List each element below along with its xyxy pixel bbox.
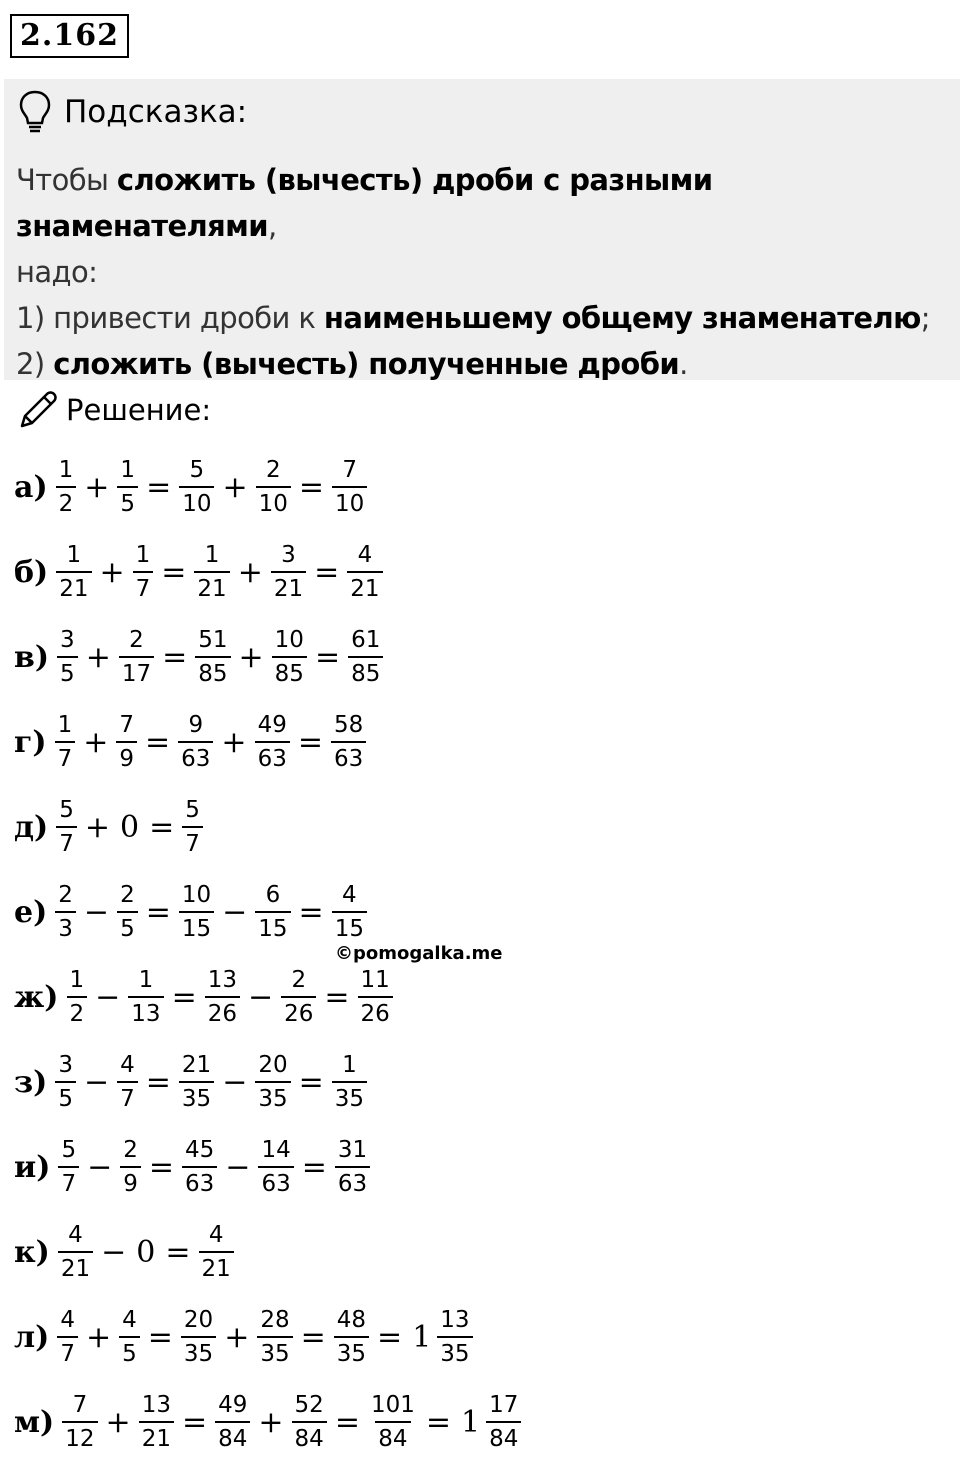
operator: = xyxy=(171,979,197,1015)
operator: = xyxy=(181,1404,208,1440)
numerator: 20 xyxy=(183,1307,214,1333)
operator: = xyxy=(314,554,340,590)
fraction xyxy=(368,1391,418,1453)
numerator: 28 xyxy=(260,1307,290,1333)
fraction xyxy=(58,1221,93,1283)
denominator: 35 xyxy=(332,1081,367,1113)
whole-number: 1 xyxy=(461,1404,481,1440)
fraction xyxy=(179,881,214,943)
hint-line3-b: наименьшему общему знаменателю xyxy=(323,301,921,335)
numerator: 1 xyxy=(135,542,151,568)
denominator: 35 xyxy=(255,1081,290,1113)
operator: + xyxy=(237,554,263,590)
fraction xyxy=(255,881,290,943)
numerator: 13 xyxy=(440,1307,470,1333)
fraction xyxy=(281,966,316,1028)
fraction xyxy=(56,456,77,518)
denominator: 5 xyxy=(117,486,138,518)
fraction xyxy=(56,796,77,858)
operator: + xyxy=(238,639,264,675)
operator: = xyxy=(146,469,172,505)
denominator: 5 xyxy=(57,656,78,688)
equation-row xyxy=(14,962,395,1032)
numerator: 4 xyxy=(120,1052,135,1078)
equation-label: м) xyxy=(14,1404,55,1440)
denominator: 84 xyxy=(292,1421,327,1453)
denominator: 7 xyxy=(58,1166,79,1198)
denominator: 7 xyxy=(133,571,154,603)
fraction xyxy=(215,1391,250,1453)
operator: = xyxy=(425,1404,451,1440)
numerator: 21 xyxy=(181,1052,212,1078)
denominator: 26 xyxy=(281,996,316,1028)
equation-label: в) xyxy=(14,639,50,675)
numerator: 1 xyxy=(57,712,73,738)
numerator: 1 xyxy=(69,967,85,993)
fraction xyxy=(332,456,367,518)
fraction xyxy=(255,1051,290,1113)
denominator: 63 xyxy=(258,1166,293,1198)
numerator: 3 xyxy=(60,627,75,653)
equation-row xyxy=(14,537,385,607)
denominator: 35 xyxy=(437,1336,472,1368)
fraction xyxy=(139,1391,174,1453)
numerator: 4 xyxy=(122,1307,137,1333)
numerator: 3 xyxy=(281,542,296,568)
operator: = xyxy=(149,809,175,845)
operator: − xyxy=(225,1149,251,1185)
hint-line1-b: сложить (вычесть) дроби с разными знаменателями xyxy=(16,163,713,243)
denominator: 2 xyxy=(67,996,88,1028)
pencil-icon xyxy=(16,388,60,432)
numerator: 2 xyxy=(291,967,307,993)
denominator: 17 xyxy=(119,656,154,688)
numerator: 5 xyxy=(61,1137,77,1163)
operator: − xyxy=(222,1064,248,1100)
watermark: ©pomogalka.me xyxy=(335,943,503,964)
numerator: 51 xyxy=(198,627,228,653)
numerator: 13 xyxy=(207,967,237,993)
hint-line1-a: Чтобы xyxy=(16,163,117,197)
numerator: 101 xyxy=(370,1392,415,1418)
equation-label: г) xyxy=(14,724,47,760)
fraction xyxy=(182,796,203,858)
denominator: 21 xyxy=(58,1251,93,1283)
hint-title: Подсказка: xyxy=(64,94,248,130)
equation-label: к) xyxy=(14,1234,50,1270)
numerator: 2 xyxy=(123,1137,138,1163)
denominator: 5 xyxy=(117,911,138,943)
numerator: 4 xyxy=(60,1307,75,1333)
denominator: 7 xyxy=(117,1081,138,1113)
operator: = xyxy=(314,639,341,675)
numerator: 14 xyxy=(261,1137,291,1163)
whole-number: 0 xyxy=(136,1234,156,1270)
numerator: 1 xyxy=(120,457,136,483)
fraction xyxy=(332,1051,367,1113)
fraction xyxy=(258,1136,293,1198)
numerator: 1 xyxy=(66,542,82,568)
operator: − xyxy=(87,1149,113,1185)
operator: = xyxy=(145,724,171,760)
fraction xyxy=(55,1051,76,1113)
denominator: 13 xyxy=(128,996,163,1028)
fraction xyxy=(67,966,88,1028)
hint-line4-b: сложить (вычесть) полученные дроби xyxy=(53,347,680,381)
denominator: 84 xyxy=(215,1421,250,1453)
operator: = xyxy=(165,1234,191,1270)
numerator: 9 xyxy=(188,712,204,738)
equation-row xyxy=(14,452,369,522)
operator: = xyxy=(334,1404,360,1440)
fraction xyxy=(256,456,291,518)
numerator: 2 xyxy=(58,882,73,908)
task-number: 2.162 xyxy=(10,14,129,58)
equation-row xyxy=(14,707,368,777)
fraction xyxy=(195,626,230,688)
denominator: 10 xyxy=(179,486,214,518)
numerator: 4 xyxy=(357,542,373,568)
denominator: 7 xyxy=(182,826,203,858)
fraction xyxy=(205,966,240,1028)
operator: = xyxy=(145,894,171,930)
hint-line3-a: 1) привести дроби к xyxy=(16,301,324,335)
equation-row xyxy=(14,622,385,692)
denominator: 85 xyxy=(272,656,307,688)
equation-label: и) xyxy=(14,1149,51,1185)
numerator: 58 xyxy=(333,712,364,738)
denominator: 7 xyxy=(56,826,77,858)
fraction xyxy=(117,1051,138,1113)
denominator: 21 xyxy=(347,571,382,603)
denominator: 84 xyxy=(375,1421,410,1453)
numerator: 10 xyxy=(181,882,212,908)
hint-text xyxy=(16,157,956,387)
denominator: 10 xyxy=(332,486,367,518)
denominator: 63 xyxy=(182,1166,217,1198)
numerator: 2 xyxy=(120,882,135,908)
operator: + xyxy=(84,809,110,845)
numerator: 4 xyxy=(208,1222,224,1248)
fraction xyxy=(116,711,137,773)
fraction xyxy=(55,881,76,943)
solution-header xyxy=(16,388,211,432)
equation-label: е) xyxy=(14,894,48,930)
fraction xyxy=(182,1136,217,1198)
hint-line1-c: , xyxy=(268,209,277,243)
numerator: 10 xyxy=(274,627,304,653)
denominator: 21 xyxy=(271,571,306,603)
numerator: 7 xyxy=(119,712,134,738)
fraction xyxy=(128,966,163,1028)
equation-label: д) xyxy=(14,809,49,845)
operator: = xyxy=(298,1064,324,1100)
denominator: 5 xyxy=(119,1336,140,1368)
numerator: 48 xyxy=(336,1307,367,1333)
fraction xyxy=(257,1306,292,1368)
hint-line3-c: ; xyxy=(920,301,930,335)
numerator: 49 xyxy=(218,1392,248,1418)
denominator: 10 xyxy=(256,486,291,518)
operator: = xyxy=(298,469,325,505)
whole-number: 1 xyxy=(412,1319,432,1355)
numerator: 1 xyxy=(342,1052,357,1078)
operator: + xyxy=(85,639,111,675)
numerator: 11 xyxy=(360,967,390,993)
equation-label: б) xyxy=(14,554,49,590)
numerator: 5 xyxy=(189,457,205,483)
denominator: 9 xyxy=(120,1166,141,1198)
fraction xyxy=(331,711,366,773)
operator: = xyxy=(162,639,188,675)
operator: + xyxy=(105,1404,131,1440)
equation-row xyxy=(14,1302,475,1372)
denominator: 21 xyxy=(56,571,91,603)
fraction xyxy=(358,966,393,1028)
fraction xyxy=(57,1306,78,1368)
operator: = xyxy=(301,1149,327,1185)
fraction xyxy=(181,1306,216,1368)
fraction xyxy=(56,541,91,603)
fraction xyxy=(335,1136,370,1198)
operator: = xyxy=(161,554,187,590)
operator: − xyxy=(83,894,110,930)
operator: = xyxy=(145,1064,171,1100)
operator: = xyxy=(147,1319,173,1355)
operator: = xyxy=(297,724,323,760)
denominator: 5 xyxy=(55,1081,76,1113)
equation-label: л) xyxy=(14,1319,50,1355)
fraction xyxy=(199,1221,234,1283)
operator: + xyxy=(84,469,110,505)
denominator: 63 xyxy=(331,741,366,773)
denominator: 12 xyxy=(62,1421,97,1453)
operator: + xyxy=(258,1404,284,1440)
lightbulb-icon xyxy=(18,89,52,135)
equation-row xyxy=(14,877,369,947)
fraction xyxy=(292,1391,327,1453)
denominator: 84 xyxy=(486,1421,521,1453)
numerator: 31 xyxy=(337,1137,368,1163)
equation-label: ж) xyxy=(14,979,59,1015)
hint-box xyxy=(4,79,960,380)
fraction xyxy=(62,1391,97,1453)
numerator: 1 xyxy=(138,967,154,993)
denominator: 15 xyxy=(255,911,290,943)
fraction xyxy=(348,626,383,688)
denominator: 2 xyxy=(56,486,77,518)
operator: = xyxy=(298,894,324,930)
denominator: 35 xyxy=(334,1336,369,1368)
numerator: 2 xyxy=(129,627,144,653)
denominator: 35 xyxy=(181,1336,216,1368)
equation-row xyxy=(14,1387,523,1457)
denominator: 85 xyxy=(348,656,383,688)
fraction xyxy=(58,1136,79,1198)
fraction xyxy=(334,1306,369,1368)
operator: = xyxy=(324,979,350,1015)
numerator: 5 xyxy=(185,797,200,823)
equation-row xyxy=(14,1217,236,1287)
fraction xyxy=(347,541,382,603)
fraction xyxy=(55,711,76,773)
denominator: 15 xyxy=(179,911,214,943)
operator: − xyxy=(101,1234,127,1270)
numerator: 4 xyxy=(342,882,357,908)
denominator: 85 xyxy=(195,656,230,688)
operator: = xyxy=(148,1149,175,1185)
hint-line2: надо: xyxy=(16,255,98,289)
operator: + xyxy=(86,1319,112,1355)
solution-title: Решение: xyxy=(66,393,212,427)
fraction xyxy=(117,881,138,943)
denominator: 35 xyxy=(257,1336,292,1368)
numerator: 17 xyxy=(489,1392,519,1418)
denominator: 26 xyxy=(205,996,240,1028)
operator: + xyxy=(222,469,248,505)
denominator: 21 xyxy=(199,1251,234,1283)
operator: − xyxy=(83,1064,110,1100)
equation-row xyxy=(14,792,205,862)
numerator: 61 xyxy=(351,627,381,653)
denominator: 15 xyxy=(332,911,367,943)
whole-number: 0 xyxy=(119,809,140,845)
numerator: 1 xyxy=(58,457,74,483)
operator: + xyxy=(224,1319,250,1355)
equation-row xyxy=(14,1047,369,1117)
fraction xyxy=(272,626,307,688)
numerator: 4 xyxy=(68,1222,83,1248)
operator: + xyxy=(99,554,125,590)
numerator: 3 xyxy=(58,1052,73,1078)
numerator: 45 xyxy=(185,1137,215,1163)
numerator: 7 xyxy=(342,457,357,483)
denominator: 9 xyxy=(116,741,137,773)
hint-line4-a: 2) xyxy=(16,347,54,381)
operator: + xyxy=(83,724,109,760)
equation-label: а) xyxy=(14,469,48,505)
numerator: 6 xyxy=(265,882,281,908)
denominator: 21 xyxy=(194,571,229,603)
denominator: 26 xyxy=(358,996,393,1028)
denominator: 7 xyxy=(55,741,76,773)
fraction xyxy=(119,1306,140,1368)
numerator: 5 xyxy=(59,797,74,823)
fraction xyxy=(255,711,290,773)
numerator: 52 xyxy=(294,1392,324,1418)
equation-label: з) xyxy=(14,1064,48,1100)
fraction xyxy=(486,1391,521,1453)
operator: = xyxy=(377,1319,403,1355)
fraction xyxy=(178,711,213,773)
numerator: 49 xyxy=(257,712,287,738)
fraction xyxy=(119,626,154,688)
denominator: 63 xyxy=(255,741,290,773)
fraction xyxy=(437,1306,472,1368)
fraction xyxy=(179,456,214,518)
operator: − xyxy=(247,979,274,1015)
hint-header xyxy=(18,89,247,135)
denominator: 63 xyxy=(178,741,213,773)
fraction xyxy=(133,541,154,603)
denominator: 3 xyxy=(55,911,76,943)
denominator: 21 xyxy=(139,1421,174,1453)
fraction xyxy=(332,881,367,943)
fraction xyxy=(117,456,138,518)
numerator: 7 xyxy=(72,1392,88,1418)
operator: = xyxy=(300,1319,326,1355)
fraction xyxy=(120,1136,141,1198)
equation-row xyxy=(14,1132,372,1202)
denominator: 35 xyxy=(179,1081,214,1113)
fraction xyxy=(57,626,78,688)
numerator: 2 xyxy=(265,457,281,483)
fraction xyxy=(271,541,306,603)
denominator: 63 xyxy=(335,1166,370,1198)
numerator: 1 xyxy=(204,542,220,568)
operator: − xyxy=(95,979,121,1015)
numerator: 20 xyxy=(258,1052,288,1078)
hint-line4-c: . xyxy=(679,347,688,381)
numerator: 13 xyxy=(141,1392,171,1418)
fraction xyxy=(179,1051,214,1113)
fraction xyxy=(194,541,229,603)
operator: + xyxy=(221,724,247,760)
operator: − xyxy=(222,894,248,930)
denominator: 7 xyxy=(57,1336,78,1368)
